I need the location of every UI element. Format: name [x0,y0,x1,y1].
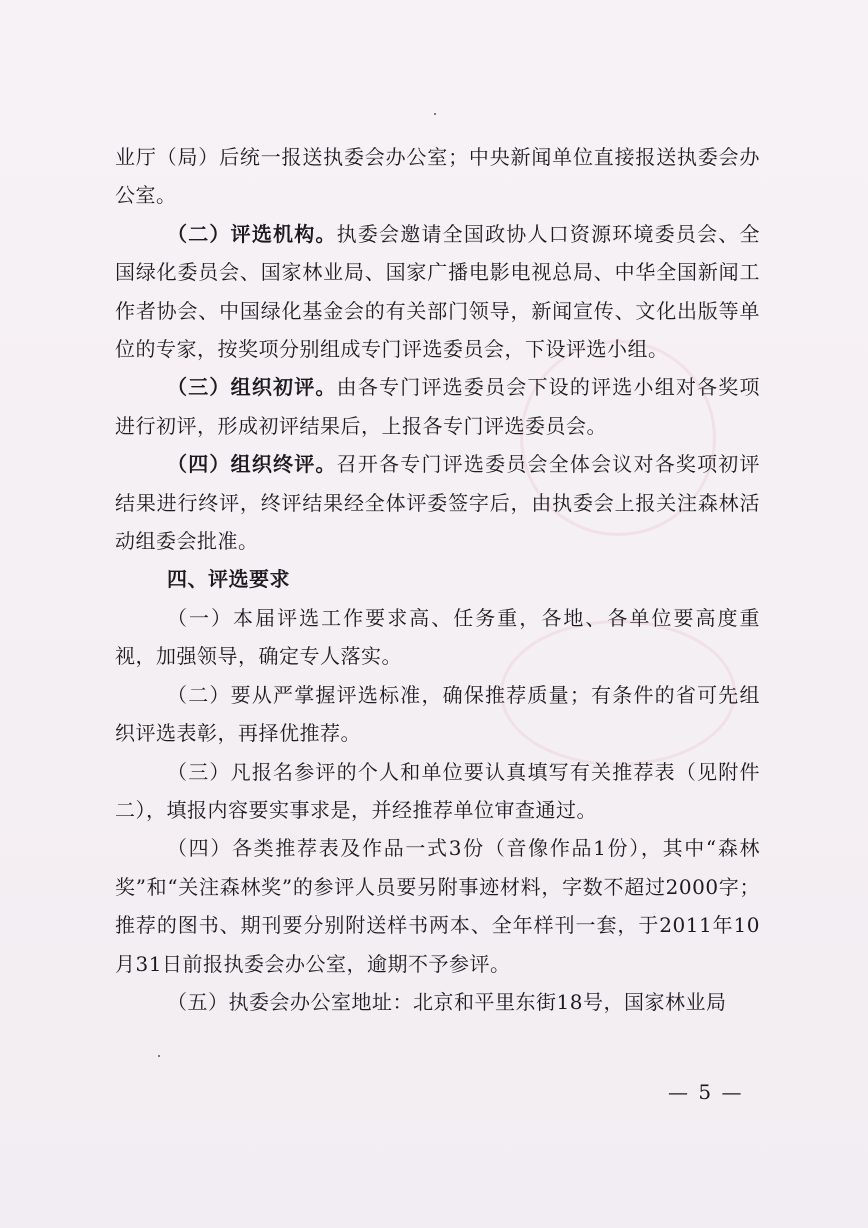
section-heading: 四、评选要求 [167,567,290,592]
paragraph-lead: （四）组织终评。 [167,452,337,477]
scan-speck [434,113,436,115]
paragraph-lead: （三）组织初评。 [167,375,337,400]
paragraph-lead: （二）评选机构。 [167,221,337,246]
page-number: — 5 — [668,1080,744,1104]
paragraph: （二）要从严掌握评选标准，确保推荐质量；有条件的省可先组织评选表彰，再择优推荐。 [115,682,760,746]
paragraph-text: 召开各专门评选委员会全体会议对各奖项初评结果进行终评，终评结果经全体评委签字后，由执委会上报关注森林活动组委会批准。 [115,452,761,554]
paragraph [115,215,760,369]
scan-speck [158,1055,160,1057]
paragraph: （三）凡报名参评的个人和单位要认真填写有关推荐表（见附件二），填报内容要实事求是，并经推荐单位审查通过。 [115,759,760,822]
paragraph: （四）各类推荐表及作品一式3份（音像作品1份），其中“森林奖”和“关注森林奖”的参评人员要另附事迹材料，字数不超过2000字；推荐的图书、期刊要分别附送样书两本、全年样刊一套，于2011年10月31日前报执委会办公室，逾期不予参评。 [115,836,760,976]
paragraph: （一）本届评选工作要求高、任务重，各地、各单位要高度重视，加强领导，确定专人落实。 [115,605,760,669]
paragraph: 业厅（局）后统一报送执委会办公室；中央新闻单位直接报送执委会办公室。 [115,145,760,208]
paragraph-text: 由各专门评选委员会下设的评选小组对各奖项进行初评，形成初评结果后，上报各专门评选委员会。 [115,375,761,438]
paragraph [115,368,760,445]
paragraph-text: 执委会邀请全国政协人口资源环境委员会、全国绿化委员会、国家林业局、国家广播电影电视总局、中华全国新闻工作者协会、中国绿化基金会的有关部门领导，新闻宣传、文化出版等单位的专家，按奖项分别组成专门评选委员会，下设评选小组。 [115,221,761,362]
paragraph [115,445,760,560]
paragraph: （五）执委会办公室地址：北京和平里东街18号，国家林业局 [167,989,727,1014]
body-text [115,138,760,1021]
